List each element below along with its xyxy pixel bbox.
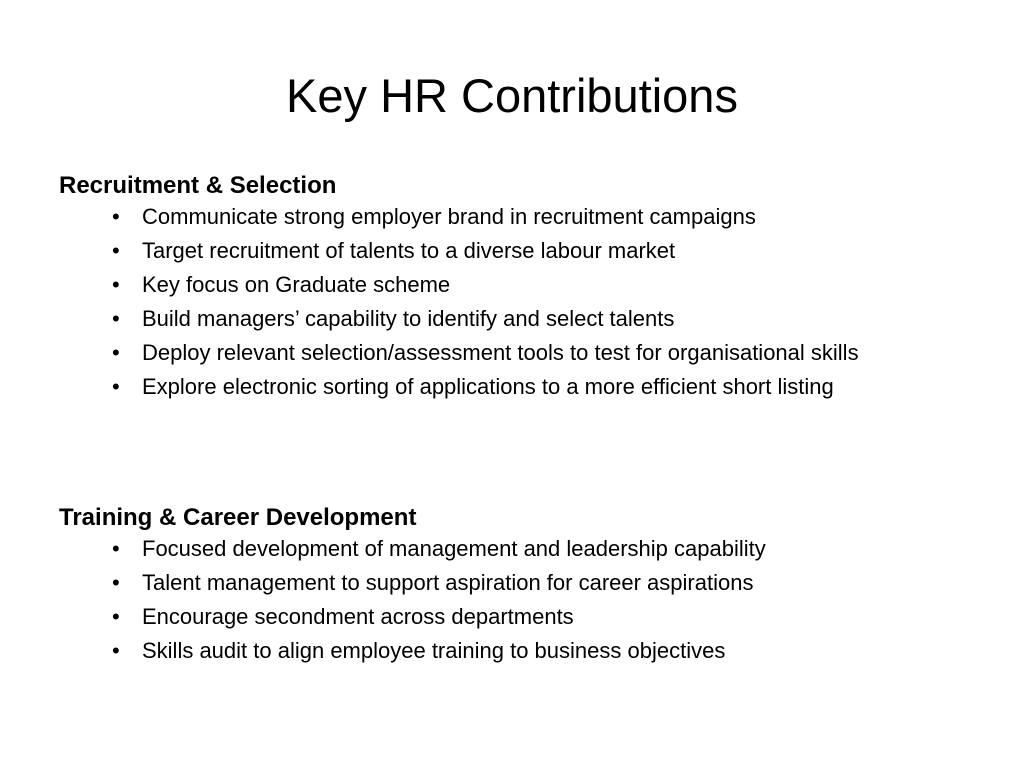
- list-item-text: Focused development of management and leadership capability: [142, 536, 766, 561]
- list-item: [59, 204, 959, 230]
- section-heading: Recruitment & Selection: [59, 172, 337, 199]
- list-item: [59, 604, 959, 630]
- slide-title: Key HR Contributions: [286, 69, 738, 122]
- section-recruitment-selection: [59, 170, 959, 408]
- bullet-icon: •: [112, 340, 120, 365]
- list-item-text: Talent management to support aspiration for career aspirations: [142, 570, 754, 595]
- bullet-icon: •: [112, 638, 120, 663]
- bullet-icon: •: [112, 536, 120, 561]
- bullet-list: [59, 536, 959, 664]
- list-item: [59, 570, 959, 596]
- bullet-icon: •: [112, 570, 120, 595]
- list-item-text: Target recruitment of talents to a diverse labour market: [142, 238, 676, 263]
- list-item: [59, 340, 959, 366]
- bullet-icon: •: [112, 238, 120, 263]
- list-item: [59, 272, 959, 298]
- bullet-icon: •: [112, 374, 120, 399]
- list-item-text: Key focus on Graduate scheme: [142, 272, 451, 297]
- list-item-text: Encourage secondment across departments: [142, 604, 574, 629]
- section-heading: Training & Career Development: [59, 504, 417, 531]
- bullet-list: [59, 204, 959, 400]
- list-item: [59, 238, 959, 264]
- list-item: [59, 306, 959, 332]
- list-item-text: Build managers’ capability to identify and select talents: [142, 306, 675, 331]
- bullet-icon: •: [112, 204, 120, 229]
- list-item: [59, 536, 959, 562]
- list-item-text: Communicate strong employer brand in recruitment campaigns: [142, 204, 756, 229]
- list-item-text: Deploy relevant selection/assessment tools to test for organisational skills: [142, 340, 859, 365]
- list-item-text: Explore electronic sorting of applications to a more efficient short listing: [142, 374, 834, 399]
- list-item: [59, 638, 959, 664]
- bullet-icon: •: [112, 306, 120, 331]
- section-training-career-development: [59, 502, 959, 672]
- list-item: [59, 374, 959, 400]
- bullet-icon: •: [112, 272, 120, 297]
- list-item-text: Skills audit to align employee training to business objectives: [142, 638, 726, 663]
- bullet-icon: •: [112, 604, 120, 629]
